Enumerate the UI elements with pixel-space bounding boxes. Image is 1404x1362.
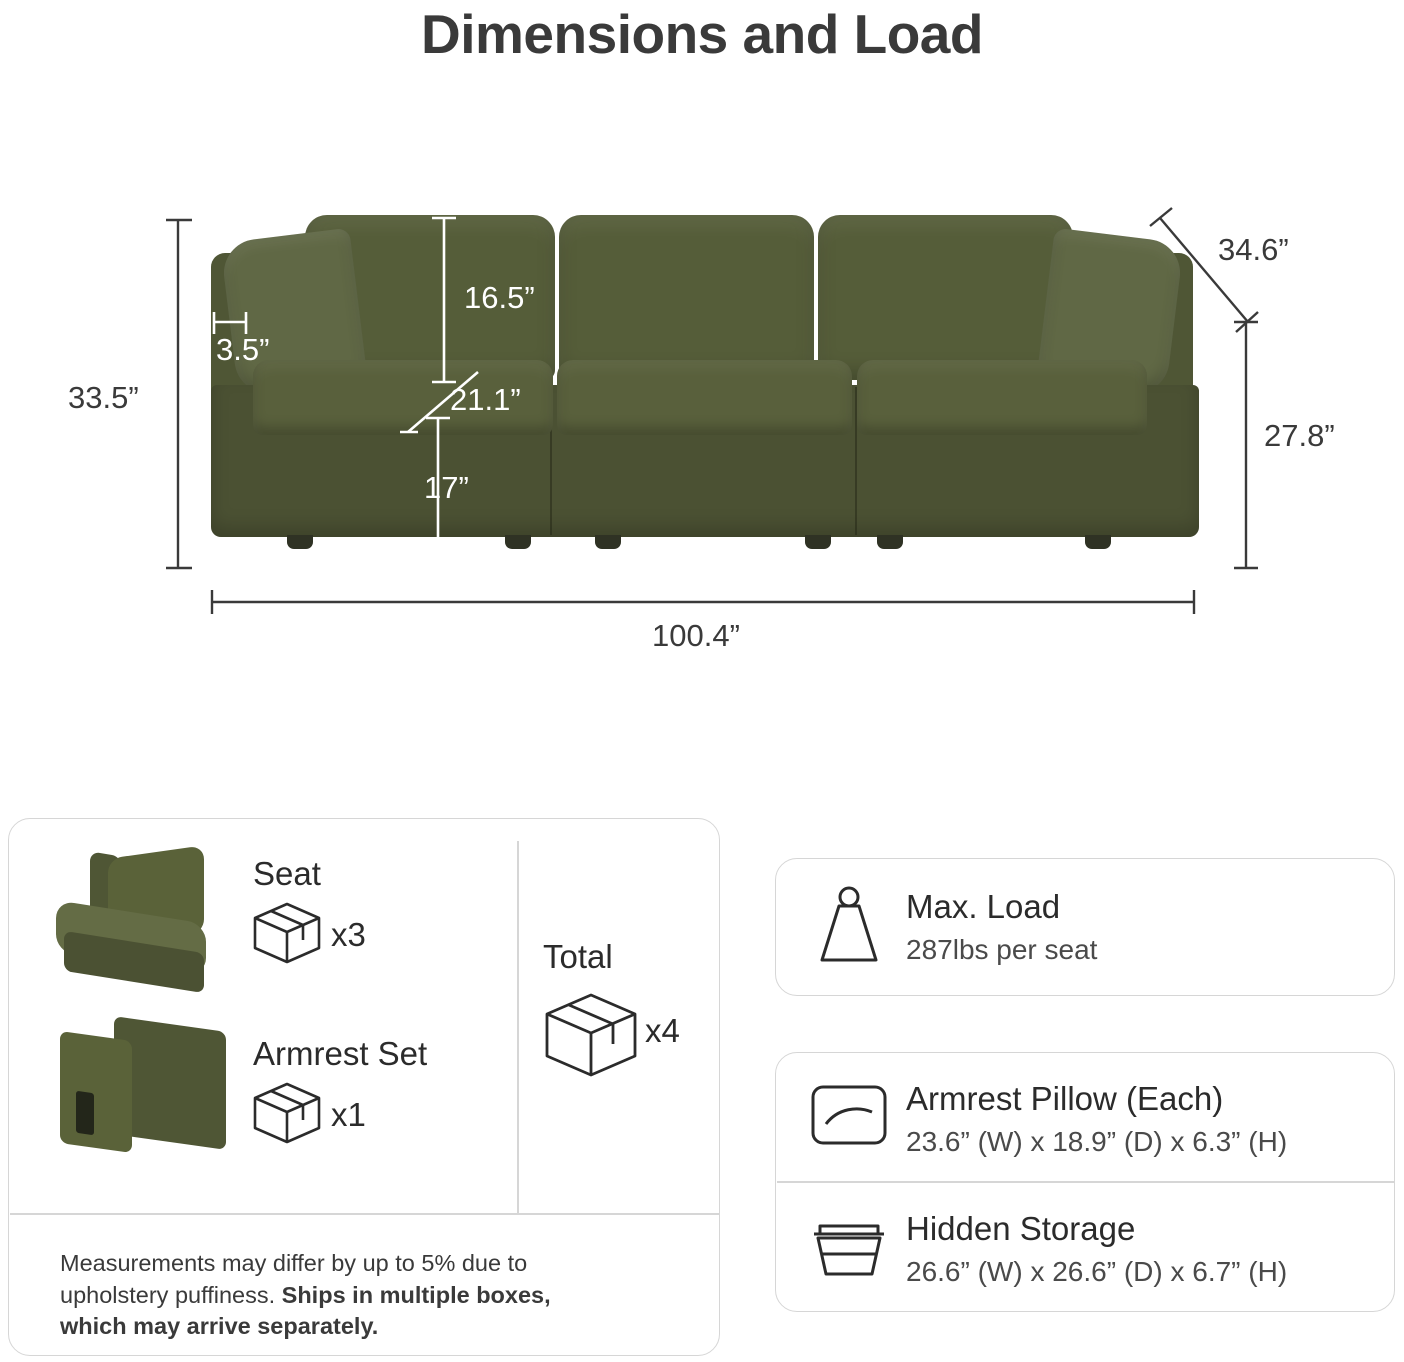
package-total-label: Total [543,938,613,975]
dim-seat-depth: 21.1” [450,382,521,417]
dim-arm-thickness: 3.5” [216,332,270,367]
panel-divider [10,1213,720,1215]
package-total-count: x4 [645,1012,680,1049]
sofa-illustration [205,205,1205,565]
sofa-dimension-diagram [0,150,1404,670]
box-icon [251,900,323,966]
hidden-storage-title: Hidden Storage [906,1210,1136,1247]
max-load-subtitle: 287lbs per seat [906,934,1098,965]
armrest-set-illustration [44,1018,234,1158]
sofa-foot [595,535,621,549]
package-count-seat: x3 [331,916,366,953]
seat-module-illustration [48,850,228,990]
page-title: Dimensions and Load [421,3,983,65]
dim-back-height: 27.8” [1264,418,1335,453]
storage-icon [808,1214,890,1280]
note-bold-text: Ships in multiple boxes, which may arrive separately. [60,1281,551,1340]
dim-overall-height: 33.5” [68,380,139,415]
sofa-foot [287,535,313,549]
measurement-note [60,1248,600,1343]
hidden-storage-subtitle: 26.6” (W) x 26.6” (D) x 6.7” (H) [906,1256,1288,1287]
package-label-seat: Seat [253,855,321,892]
max-load-title: Max. Load [906,888,1061,925]
back-cushion-2 [559,215,814,380]
armrest-pillow-subtitle: 23.6” (W) x 18.9” (D) x 6.3” (H) [906,1126,1288,1157]
sofa-foot [805,535,831,549]
dim-width: 100.4” [652,618,740,653]
sofa-foot [505,535,531,549]
box-icon [251,1080,323,1146]
pillow-icon [810,1084,888,1146]
panel-divider-vertical [517,841,519,1213]
panel-divider [777,1181,1395,1183]
armrest-pillow-title: Armrest Pillow (Each) [906,1080,1224,1117]
sofa-foot [877,535,903,549]
sofa-foot [1085,535,1111,549]
package-label-armrest: Armrest Set [253,1035,428,1072]
box-icon [541,990,641,1080]
dim-seat-height: 17” [424,470,469,505]
note-text: Measurements may differ by up to 5% due to upholstery puffiness. [60,1250,528,1308]
package-count-armrest: x1 [331,1096,366,1133]
seat-cushion-2 [557,360,852,435]
weight-icon [812,884,886,968]
dim-back-cushion: 16.5” [464,280,535,315]
seat-cushion-3 [857,360,1147,435]
dim-depth: 34.6” [1218,232,1289,267]
back-cushion-3 [818,215,1073,380]
